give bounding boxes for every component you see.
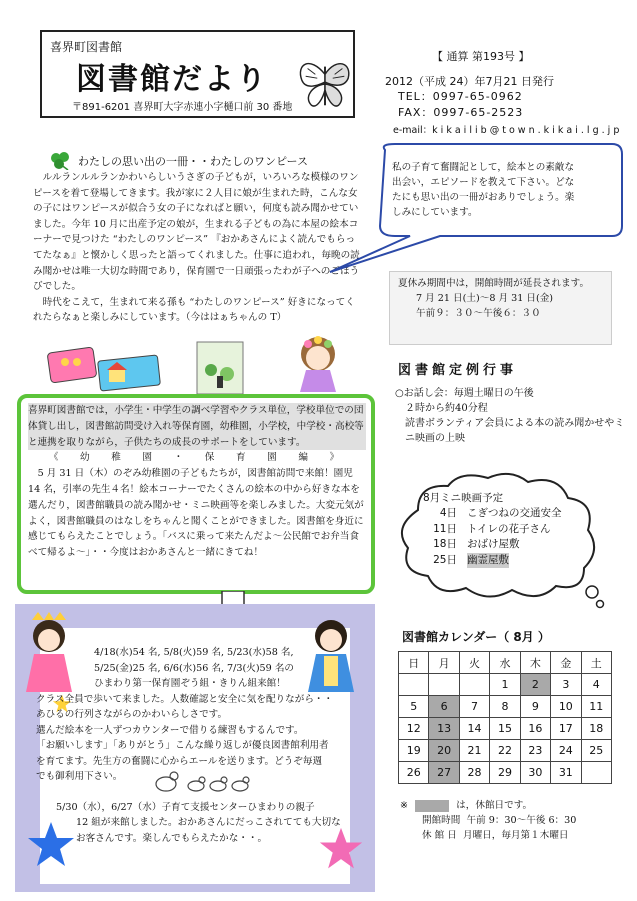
calendar-day: 17 bbox=[551, 718, 581, 740]
calendar-day: 2 bbox=[520, 674, 550, 696]
nursery-line: 選んだ絵本を一人ずつカウンターで借りる練習もするんです。 bbox=[36, 724, 304, 736]
school-visits-intro: 喜界町図書館では，小学生・中学生の調べ学習やクラス単位，学校単位での団体貸し出し，図書館訪問受け入れ等保育園，幼稚園，小学校，中学校・高校等と連携を取りながら，子供たちの成長のサポートをしています。 bbox=[28, 403, 366, 450]
calendar-day bbox=[459, 674, 489, 696]
closed-legend bbox=[400, 798, 576, 813]
issue-date: 2012（平成 24）年7月21 日発行 bbox=[385, 75, 554, 88]
weekday-header: 日 bbox=[399, 652, 429, 674]
weekday-header: 木 bbox=[520, 652, 550, 674]
book-illustration-icon bbox=[95, 352, 175, 394]
calendar-day: 8 bbox=[490, 696, 520, 718]
events-line: ２時から約40分程 bbox=[405, 403, 488, 414]
nursery-spacer bbox=[36, 785, 356, 800]
butterfly-icon bbox=[296, 55, 354, 113]
calendar-day: 9 bbox=[520, 696, 550, 718]
weekday-header: 金 bbox=[551, 652, 581, 674]
fax: FAX：0997-65-2523 bbox=[398, 106, 524, 119]
closed-swatch bbox=[415, 800, 449, 812]
calendar-week bbox=[399, 740, 612, 762]
calendar-day: 26 bbox=[399, 762, 429, 784]
calendar-day: 10 bbox=[551, 696, 581, 718]
movie-day: 18日 bbox=[433, 538, 457, 550]
calendar-day: 22 bbox=[490, 740, 520, 762]
calendar-table bbox=[398, 651, 612, 784]
story-heading bbox=[48, 152, 308, 170]
nursery-line: あひるの行列さながらのかわいらしさです。 bbox=[36, 709, 228, 720]
calendar-day: 31 bbox=[551, 762, 581, 784]
story-paragraph: 時代をこえて，生まれて来る孫も “わたしのワンピース” 好きになってくれたらなぁと楽しみにしています。（今ははぁちゃんの T） bbox=[33, 296, 355, 324]
nursery-line: 5/30（水），6/27（水）子育て支援センターひまわりの親子 bbox=[56, 801, 315, 813]
story-title: わたしの思い出の一冊・・わたしのワンピース bbox=[78, 155, 309, 168]
calendar-day: 1 bbox=[490, 674, 520, 696]
book-cover-icon bbox=[195, 340, 245, 396]
movie-item bbox=[425, 506, 562, 522]
nursery-line: お客さんです。楽しんでもらえたかな・・。 bbox=[76, 832, 268, 844]
nursery-line: 4/18(水)54 名, 5/8(火)59 名, 5/23(水)58 名, bbox=[94, 647, 294, 658]
nursery-line: クラス全員で歩いて来ました。人数確認と安全に気を配りながら・・ bbox=[36, 693, 334, 705]
nursery-line: ひまわり第一保育園ぞう組・きりん組来館！ bbox=[94, 678, 286, 689]
calendar-day: 27 bbox=[429, 762, 459, 784]
calendar-day: 29 bbox=[490, 762, 520, 784]
calendar-day: 30 bbox=[520, 762, 550, 784]
calendar-day: 24 bbox=[551, 740, 581, 762]
girl-illustration-icon bbox=[278, 330, 358, 400]
calendar-week bbox=[399, 762, 612, 784]
summer-dates: 7 月 21 日(土)～8 月 31 日(金) bbox=[416, 293, 554, 304]
events-body bbox=[395, 386, 625, 446]
movie-day: 11日 bbox=[433, 522, 457, 535]
summer-hours: 午前９：３０～午後６：３０ bbox=[416, 308, 541, 319]
school-visits-body bbox=[28, 403, 366, 561]
kindergarten-text: 5 月 31 日（木）のぞみ幼稚園の子どもたちが，図書館訪問で来館！園児 14 名，引率の先生４名！絵本コーナーでたくさんの絵本の中から好きな本を選んだり，図書館職員の読み聞かせ・ミニ映画等を楽しみました。大変元気がよく，図書館職員のはなしをちゃんと聞くことができました。図書館を身近に感じてもらえたことでしょう。「バスに乗って来たんだよ～公民館でお弁当食べて帰るよ～」・・今度はおかあさんと一緒にきてね！ bbox=[28, 468, 364, 559]
calendar-day: 5 bbox=[399, 696, 429, 718]
nursery-line: でも御利用下さい。 bbox=[36, 771, 123, 782]
legend-text: は，休館日です。 bbox=[456, 800, 533, 811]
calendar-day: 28 bbox=[459, 762, 489, 784]
calendar-header-row bbox=[399, 652, 612, 674]
calendar-day: 20 bbox=[429, 740, 459, 762]
hours-label: 開館時間 bbox=[422, 815, 461, 826]
calendar-day: 11 bbox=[581, 696, 611, 718]
nursery-line: を育てます。先生方の奮闘に心からエールを送ります。どうぞ毎週 bbox=[36, 755, 323, 767]
calendar-day: 16 bbox=[520, 718, 550, 740]
movie-name: 幽霊屋敷 bbox=[467, 553, 509, 569]
movie-day: 4日 bbox=[439, 507, 457, 519]
events-title: 図書館定例行事 bbox=[398, 363, 518, 378]
weekday-header: 月 bbox=[429, 652, 459, 674]
calendar-week bbox=[399, 674, 612, 696]
calendar-day: 3 bbox=[551, 674, 581, 696]
calendar-day: 4 bbox=[581, 674, 611, 696]
calendar-day: 25 bbox=[581, 740, 611, 762]
closed-days-row bbox=[400, 828, 576, 843]
events-line: ○お話し会：毎週土曜日の午後 bbox=[395, 388, 534, 399]
calendar-notes bbox=[400, 798, 576, 843]
movie-day: 25日 bbox=[433, 553, 457, 566]
legend-mark: ※ bbox=[400, 800, 409, 811]
calendar-day bbox=[399, 674, 429, 696]
movie-item bbox=[425, 522, 562, 538]
calendar-week bbox=[399, 718, 612, 740]
calendar-day: 13 bbox=[429, 718, 459, 740]
movie-item bbox=[425, 553, 562, 569]
calendar-day: 12 bbox=[399, 718, 429, 740]
library-name: 喜界町図書館 bbox=[50, 40, 123, 54]
calendar-day: 19 bbox=[399, 740, 429, 762]
story-paragraph: ルルランルルランかわいらしいうさぎの子どもが，いろいろな模様のワンピースを着て登場してきます。我が家に２人目に娘が生まれた時，こんな女の子にはワンピースが似合う女の子になればと願い，何度も読み聞かせていました。今年 10 月に出産予定の娘が，生まれる子どもの為に本屋の絵本コーナーで見つけた “わたしのワンピース” 『おかあさんによく読んでもらってたなぁ』と懐かしく思ったと語ってくれました。仕事に追われ，毎晩の読み聞かせは唯一大切な時間であり，保育園で一日頑張ったわが子へのごほうびでした。 bbox=[33, 172, 360, 293]
movie-title: 8月ミニ映画予定 bbox=[423, 492, 504, 504]
library-address: 〒891-6201 喜界町大字赤連小字樋口前 30 番地 bbox=[72, 102, 293, 113]
hours-value: 午前 9：30～午後 6：30 bbox=[466, 815, 577, 826]
movie-name: トイレの花子さん bbox=[467, 522, 551, 535]
calendar-day bbox=[429, 674, 459, 696]
closed-days-value: 月曜日，毎月第１木曜日 bbox=[463, 830, 569, 841]
nursery-line: 「お願いします」「ありがとう」こんな繰り返しが優良図書館利用者 bbox=[36, 740, 329, 751]
calendar-day: 23 bbox=[520, 740, 550, 762]
hours-row bbox=[400, 813, 576, 828]
email-label: e-mail： bbox=[393, 125, 433, 136]
closed-days-label: 休 館 日 bbox=[422, 830, 457, 841]
movie-name: おばけ屋敷 bbox=[467, 538, 520, 550]
calendar-day: 15 bbox=[490, 718, 520, 740]
calendar-week bbox=[399, 696, 612, 718]
weekday-header: 火 bbox=[459, 652, 489, 674]
weekday-header: 土 bbox=[581, 652, 611, 674]
calendar-day: 14 bbox=[459, 718, 489, 740]
bubble-text: 私の子育て奮闘記として，絵本との素敵な出会い，エピソードを教えて下さい。どなたにも思い出の一冊がおありでしょう。楽しみにしています。 bbox=[392, 162, 575, 218]
issue-number: 【 通算 第193号 】 bbox=[432, 50, 530, 63]
nursery-line: 12 組が来館しました。おかあさんにだっこされてても大切な bbox=[76, 817, 341, 828]
calendar-day: 7 bbox=[459, 696, 489, 718]
calendar-day: 6 bbox=[429, 696, 459, 718]
email-address: k i k a i l i b @ t o w n . k i k a i . l g . j p bbox=[432, 125, 620, 136]
summer-line: 夏休み期間中は，開館時間が延長されます。 bbox=[398, 278, 590, 289]
calendar-title: 図書館カレンダー（ 8月 ） bbox=[402, 630, 550, 644]
calendar-day bbox=[581, 762, 611, 784]
nursery-visits-text bbox=[36, 645, 356, 846]
events-line: 読書ボランティア会員による本の読み聞かせやミニ映画の上映 bbox=[405, 418, 625, 444]
tel: TEL：0997-65-0962 bbox=[398, 90, 523, 103]
calendar-day: 18 bbox=[581, 718, 611, 740]
email-line bbox=[393, 122, 619, 136]
weekday-header: 水 bbox=[490, 652, 520, 674]
nursery-line: 5/25(金)25 名, 6/6(水)56 名, 7/3(火)59 名の bbox=[94, 662, 295, 674]
calendar-day: 21 bbox=[459, 740, 489, 762]
movie-item bbox=[425, 537, 562, 553]
kindergarten-heading: 《 幼 稚 園 ・ 保 育 園 編 》 bbox=[48, 452, 346, 464]
newsletter-title: 図書館だより bbox=[76, 62, 268, 97]
movie-name: こぎつねの交通安全 bbox=[467, 507, 562, 519]
clover-icon bbox=[48, 152, 74, 170]
summer-hours-box bbox=[389, 271, 612, 345]
movie-list bbox=[425, 506, 562, 568]
